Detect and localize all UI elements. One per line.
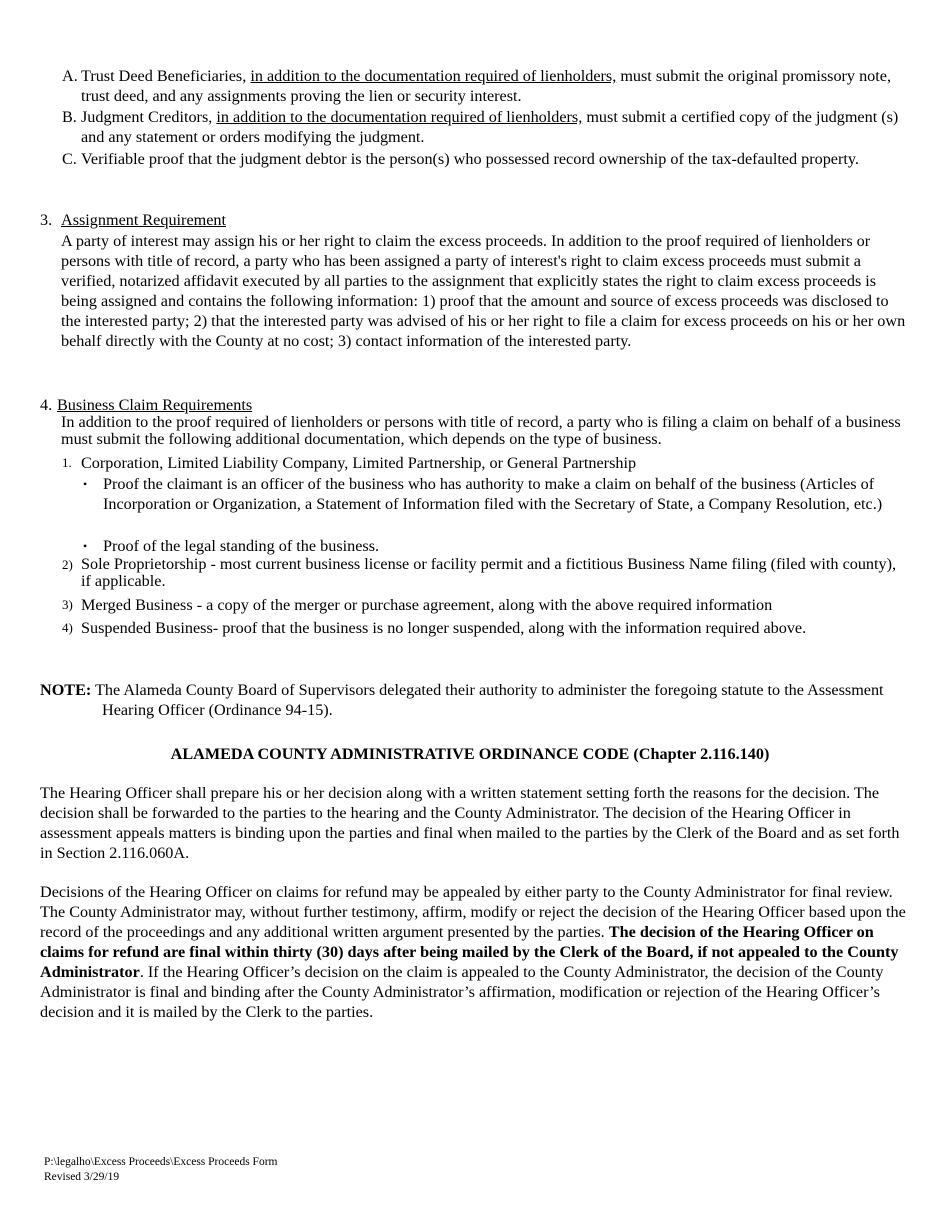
note-paragraph (40, 680, 932, 720)
list-text: Judgment Creditors, in addition to the documentation required of lienholders, must submit a certified copy of the judgment (s) and any statement or orders modifying the judgment. (81, 108, 899, 146)
section-number: 3. (40, 211, 53, 229)
list-text: Proof the claimant is an officer of the business who has authority to make a claim on behalf of the business (Articles of Incorporation or Organization, a Statement of Information filed with the Secretary of State, a Company Resolution, etc.) (103, 475, 883, 513)
list-label: 2) (62, 557, 73, 572)
bullet-icon: • (83, 477, 88, 491)
business-item-4 (62, 618, 907, 638)
list-label: 3) (62, 597, 73, 612)
note-label: NOTE: (40, 681, 92, 699)
business-item-3 (62, 595, 907, 615)
business-bullet-1 (83, 474, 907, 514)
section-heading: Assignment Requirement (61, 211, 226, 229)
list-item-c (62, 149, 907, 169)
paragraph-appeals: Decisions of the Hearing Officer on claims for refund may be appealed by either party to the County Administrator for final review. The County Administrator may, without further testimony, affirm, modify or reject the decision of the Hearing Officer based upon the record of the proceedings and any additional written argument presented by the parties. The decision of the Hearing Officer on claims for refund are final within thirty (30) days after being mailed by the Clerk of the Board, if not appealed to the County Administrator. If the Hearing Officer’s decision on the claim is appealed to the County Administrator, the decision of the County Administrator is final and binding after the County Administrator’s affirmation, modification or rejection of the Hearing Officer’s decision and it is mailed by the Clerk to the parties. (40, 883, 906, 1021)
list-text: Proof of the legal standing of the business. (103, 537, 380, 555)
section-heading: Business Claim Requirements (57, 396, 253, 414)
list-text: Trust Deed Beneficiaries, in addition to the documentation required of lienholders, must submit the original promissory note, trust deed, and any assignments proving the lien or security interest. (81, 67, 891, 105)
section-number: 4. (40, 396, 53, 414)
list-label: 1. (62, 455, 72, 470)
revision-date: Revised 3/29/19 (44, 1171, 120, 1183)
paragraph-decision: The Hearing Officer shall prepare his or her decision along with a written statement setting forth the reasons for the decision. The decision shall be forwarded to the parties to the hearing and the County Administrator. The decision of the Hearing Officer in assessment appeals matters is binding upon the parties and final when mailed to the parties by the Clerk of the Board and as set forth in Section 2.116.060A. (40, 784, 900, 862)
bullet-icon: • (83, 539, 88, 553)
business-item-2 (62, 556, 907, 590)
section-4-intro: In addition to the proof required of lienholders or persons with title of record, a party who is filing a claim on behalf of a business must submit the following additional documentation, which depends on the type of business. (61, 413, 901, 448)
list-text: Verifiable proof that the judgment debtor is the person(s) who possessed record ownership of the tax-defaulted property. (81, 150, 859, 168)
file-path: P:\legalho\Excess Proceeds\Excess Proceeds Form (44, 1156, 278, 1168)
note-text: The Alameda County Board of Supervisors delegated their authority to administer the foregoing statute to the Assessment Hearing Officer (Ordinance 94-15). (91, 681, 884, 719)
section-3-heading (40, 210, 226, 230)
list-item-a (62, 66, 907, 106)
list-text: Merged Business - a copy of the merger or purchase agreement, along with the above required information (81, 596, 773, 614)
section-4-heading (40, 395, 252, 415)
document-footer (44, 1155, 277, 1185)
list-text: Corporation, Limited Liability Company, Limited Partnership, or General Partnership (81, 454, 637, 472)
list-label: C. (62, 150, 77, 168)
list-label: A. (62, 67, 78, 85)
list-label: 4) (62, 620, 73, 635)
ordinance-title: ALAMEDA COUNTY ADMINISTRATIVE ORDINANCE CODE (Chapter 2.116.140) (170, 745, 770, 763)
list-text: Sole Proprietorship - most current business license or facility permit and a fictitious Business Name filing (filed with county), if applicable. (81, 555, 897, 590)
list-item-b (62, 107, 907, 147)
list-label: B. (62, 108, 77, 126)
business-bullet-2 (83, 536, 907, 556)
business-item-1 (62, 453, 907, 473)
list-text: Suspended Business- proof that the business is no longer suspended, along with the information required above. (81, 619, 807, 637)
section-3-body: A party of interest may assign his or her right to claim the excess proceeds. In addition to the proof required of lienholders or persons with title of record, a party who has been assigned a party of interest's right to claim excess proceeds must submit a verified, notarized affidavit executed by all parties to the assignment that explicitly states the right to claim excess proceeds is being assigned and contains the following information: 1) proof that the amount and source of excess proceeds was disclosed to the interested party; 2) that the interested party was advised of his or her right to file a claim for excess proceeds on his or her own behalf directly with the County at no cost; 3) contact information of the interested party. (61, 232, 906, 350)
